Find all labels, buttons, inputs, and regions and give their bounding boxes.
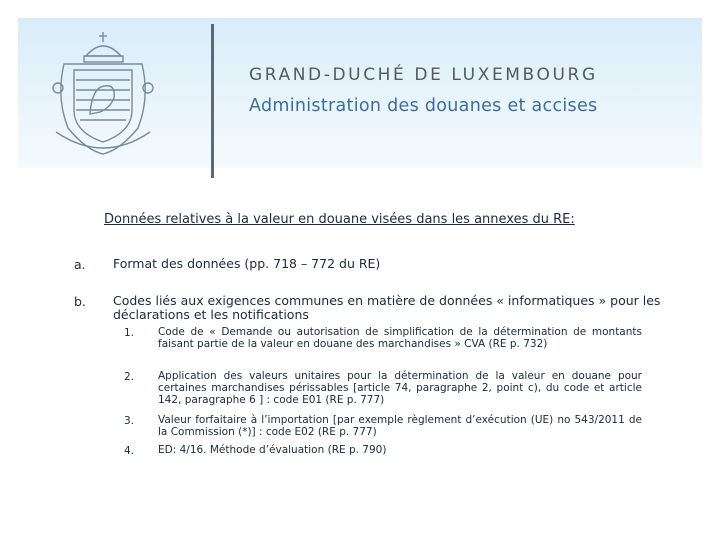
administration-title: Administration des douanes et accises — [249, 96, 598, 116]
sublist-item-marker: 1. — [123, 327, 134, 339]
country-title: GRAND-DUCHÉ DE LUXEMBOURG — [249, 65, 598, 85]
sublist-item: Valeur forfaitaire à l’importation [par exemple règlement d’exécution (UE) no 543/2011 de la Commission (*)] : code E02 (RE p. 777) — [158, 414, 642, 438]
sublist-item-marker: 4. — [123, 445, 134, 457]
luxembourg-coat-of-arms-icon — [46, 28, 161, 158]
list-item-marker: a. — [74, 257, 86, 272]
sublist-item-marker: 3. — [123, 415, 134, 427]
list-item-marker: b. — [74, 294, 86, 309]
list-item: Codes liés aux exigences communes en matière de données « informatiques » pour les déclarations et les notifications — [113, 293, 661, 322]
header-divider — [211, 24, 214, 178]
header-banner — [18, 18, 702, 168]
sublist-item-marker: 2. — [123, 371, 134, 383]
list-item: Format des données (pp. 718 – 772 du RE) — [113, 256, 381, 271]
sublist-item: ED: 4/16. Méthode d’évaluation (RE p. 790) — [158, 444, 387, 456]
sublist-item: Application des valeurs unitaires pour la détermination de la valeur en douane pour certaines marchandises périssables [article 74, paragraphe 2, point c), du code et article 142, paragraphe 6 ] : code E01 (RE p. 777) — [158, 370, 642, 406]
section-heading: Données relatives à la valeur en douane visées dans les annexes du RE: — [104, 212, 575, 227]
sublist-item: Code de « Demande ou autorisation de simplification de la détermination de montants faisant partie de la valeur en douane des marchandises » CVA (RE p. 732) — [158, 326, 642, 350]
